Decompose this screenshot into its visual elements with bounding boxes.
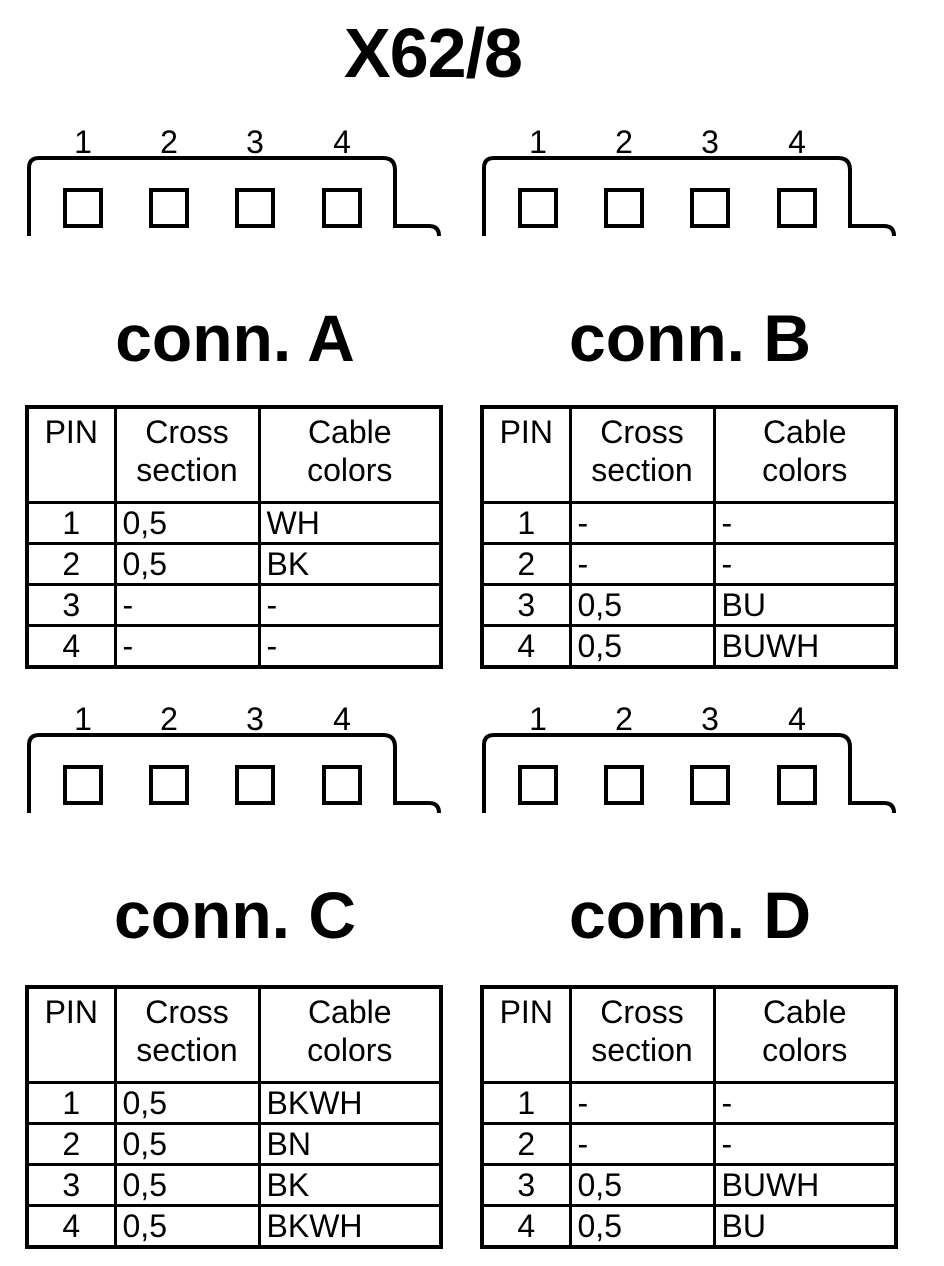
- pin-socket: [520, 767, 556, 803]
- pin-number: 4: [788, 701, 806, 737]
- cable-color-cell: BUWH: [714, 626, 896, 668]
- conn-a-label: conn. A: [115, 301, 355, 375]
- table-row: [27, 544, 441, 585]
- cross-section-cell: 0,5: [115, 1165, 259, 1206]
- cable-color-cell: BK: [259, 1165, 441, 1206]
- conn-a-pin-table: [25, 405, 443, 669]
- pin-number: 3: [246, 124, 264, 160]
- table-row: [482, 1124, 896, 1165]
- pin-socket: [779, 190, 815, 226]
- connector-housing-icon: [25, 156, 445, 236]
- pin-cell: 2: [482, 1124, 570, 1165]
- pin-socket: [520, 190, 556, 226]
- conn-c-label: conn. C: [114, 878, 356, 952]
- pin-number: 1: [529, 701, 547, 737]
- cable-color-cell: -: [714, 1083, 896, 1124]
- pin-socket: [151, 767, 187, 803]
- conn-a-connector: [25, 122, 445, 237]
- pin-number: 2: [615, 701, 633, 737]
- conn-d-label: conn. D: [569, 878, 811, 952]
- table-header-row: [482, 407, 896, 503]
- pin-number: 1: [74, 701, 92, 737]
- table-row: [27, 503, 441, 544]
- pin-cell: 4: [27, 1206, 115, 1248]
- conn-d-pin-table: [480, 985, 898, 1249]
- cross-section-cell: 0,5: [570, 1206, 714, 1248]
- pin-number: 2: [615, 124, 633, 160]
- pin-cell: 2: [27, 544, 115, 585]
- pin-number: 4: [333, 124, 351, 160]
- pin-cell: 4: [27, 626, 115, 668]
- column-header: Cable colors: [259, 407, 441, 503]
- cable-color-cell: BN: [259, 1124, 441, 1165]
- pin-cell: 3: [27, 585, 115, 626]
- cross-section-cell: 0,5: [570, 585, 714, 626]
- conn-c-pin-table: [25, 985, 443, 1249]
- table-row: [27, 626, 441, 668]
- diagram-title: X62/8: [344, 14, 522, 92]
- column-header: PIN: [482, 987, 570, 1083]
- pin-cell: 4: [482, 626, 570, 668]
- pin-socket: [237, 767, 273, 803]
- cross-section-cell: -: [115, 626, 259, 668]
- pin-socket: [779, 767, 815, 803]
- pin-cell: 2: [482, 544, 570, 585]
- table-row: [482, 1206, 896, 1248]
- pin-cell: 1: [482, 1083, 570, 1124]
- column-header: PIN: [27, 987, 115, 1083]
- connector-housing-icon: [480, 733, 900, 813]
- conn-b-pin-table: [480, 405, 898, 669]
- pin-number: 1: [74, 124, 92, 160]
- pin-cell: 4: [482, 1206, 570, 1248]
- cable-color-cell: BKWH: [259, 1083, 441, 1124]
- pin-number: 2: [160, 701, 178, 737]
- pin-number: 4: [333, 701, 351, 737]
- cross-section-cell: -: [115, 585, 259, 626]
- cable-color-cell: BK: [259, 544, 441, 585]
- cross-section-cell: -: [570, 1083, 714, 1124]
- pin-socket: [324, 767, 360, 803]
- cross-section-cell: 0,5: [570, 1165, 714, 1206]
- column-header: Cable colors: [259, 987, 441, 1083]
- cable-color-cell: BU: [714, 585, 896, 626]
- cross-section-cell: -: [570, 503, 714, 544]
- pin-number: 3: [701, 124, 719, 160]
- table-header-row: [27, 987, 441, 1083]
- table-row: [27, 1124, 441, 1165]
- cross-section-cell: -: [570, 544, 714, 585]
- column-header: Cable colors: [714, 407, 896, 503]
- pin-number: 4: [788, 124, 806, 160]
- table-row: [482, 585, 896, 626]
- column-header: Cross section: [115, 987, 259, 1083]
- conn-c-connector: [25, 699, 445, 814]
- cable-color-cell: -: [259, 585, 441, 626]
- pin-number: 3: [701, 701, 719, 737]
- table-row: [482, 544, 896, 585]
- table-row: [482, 503, 896, 544]
- connector-housing-icon: [25, 733, 445, 813]
- column-header: Cross section: [115, 407, 259, 503]
- pin-number: 1: [529, 124, 547, 160]
- pin-socket: [237, 190, 273, 226]
- pin-cell: 2: [27, 1124, 115, 1165]
- cable-color-cell: BKWH: [259, 1206, 441, 1248]
- cable-color-cell: WH: [259, 503, 441, 544]
- table-row: [27, 585, 441, 626]
- column-header: PIN: [27, 407, 115, 503]
- table-row: [482, 1165, 896, 1206]
- table-row: [482, 1083, 896, 1124]
- pin-socket: [324, 190, 360, 226]
- cross-section-cell: 0,5: [115, 1206, 259, 1248]
- cable-color-cell: BUWH: [714, 1165, 896, 1206]
- pin-cell: 1: [482, 503, 570, 544]
- cross-section-cell: -: [570, 1124, 714, 1165]
- table-row: [482, 626, 896, 668]
- conn-d-connector: [480, 699, 900, 814]
- pin-socket: [606, 190, 642, 226]
- column-header: Cable colors: [714, 987, 896, 1083]
- cable-color-cell: -: [714, 503, 896, 544]
- conn-b-label: conn. B: [569, 301, 811, 375]
- cable-color-cell: BU: [714, 1206, 896, 1248]
- cross-section-cell: 0,5: [115, 1083, 259, 1124]
- pin-socket: [606, 767, 642, 803]
- column-header: PIN: [482, 407, 570, 503]
- conn-b-connector: [480, 122, 900, 237]
- pin-cell: 1: [27, 1083, 115, 1124]
- pin-cell: 1: [27, 503, 115, 544]
- cable-color-cell: -: [259, 626, 441, 668]
- cross-section-cell: 0,5: [115, 1124, 259, 1165]
- cross-section-cell: 0,5: [115, 544, 259, 585]
- column-header: Cross section: [570, 407, 714, 503]
- connector-housing-icon: [480, 156, 900, 236]
- table-header-row: [482, 987, 896, 1083]
- pin-socket: [151, 190, 187, 226]
- cross-section-cell: 0,5: [115, 503, 259, 544]
- pin-socket: [65, 190, 101, 226]
- cross-section-cell: 0,5: [570, 626, 714, 668]
- column-header: Cross section: [570, 987, 714, 1083]
- pin-number: 3: [246, 701, 264, 737]
- table-row: [27, 1206, 441, 1248]
- table-row: [27, 1165, 441, 1206]
- pin-cell: 3: [27, 1165, 115, 1206]
- pin-cell: 3: [482, 585, 570, 626]
- pin-number: 2: [160, 124, 178, 160]
- pin-cell: 3: [482, 1165, 570, 1206]
- table-header-row: [27, 407, 441, 503]
- pin-socket: [692, 190, 728, 226]
- table-row: [27, 1083, 441, 1124]
- cable-color-cell: -: [714, 544, 896, 585]
- cable-color-cell: -: [714, 1124, 896, 1165]
- pin-socket: [65, 767, 101, 803]
- pin-socket: [692, 767, 728, 803]
